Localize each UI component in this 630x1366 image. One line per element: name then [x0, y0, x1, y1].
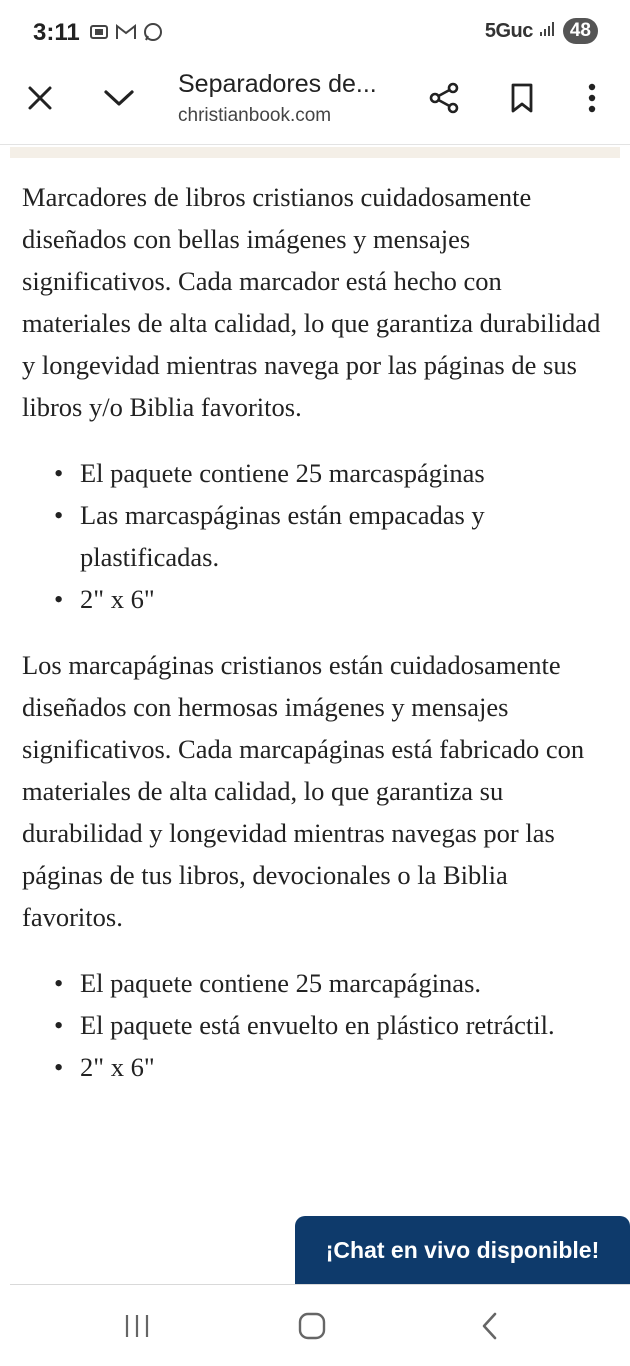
system-nav-bar: [0, 1288, 630, 1366]
live-chat-button[interactable]: ¡Chat en vivo disponible!: [295, 1216, 630, 1284]
status-right: [485, 18, 598, 44]
list-item: • El paquete contiene 25 marcapáginas.: [80, 962, 614, 1004]
page-url: christianbook.com: [178, 105, 332, 126]
close-button[interactable]: [20, 80, 60, 120]
product-description: [22, 176, 614, 1112]
bookmark-icon: [509, 82, 535, 119]
screenshot-icon: [88, 21, 110, 43]
divider: [10, 1284, 630, 1285]
chevron-down-icon: [103, 87, 135, 114]
more-vert-icon: [587, 83, 597, 118]
feature-list-1: [22, 452, 614, 620]
gmail-icon: [114, 21, 138, 43]
home-icon: [297, 1311, 327, 1346]
list-item: • El paquete contiene 25 marcaspáginas: [80, 452, 614, 494]
list-item: • Las marcaspáginas están empacadas y plastificadas.: [80, 494, 614, 578]
recent-apps-icon: [122, 1313, 152, 1344]
content-top-strip: [10, 147, 620, 158]
more-options-button[interactable]: [574, 78, 610, 122]
share-icon: [427, 81, 461, 120]
network-indicator: 5Guc: [484, 19, 533, 42]
battery-indicator: 48: [563, 18, 598, 44]
feature-list-2: [22, 962, 614, 1088]
minimize-button[interactable]: [98, 80, 140, 120]
back-icon: [478, 1311, 502, 1346]
bookmark-button[interactable]: [500, 78, 544, 122]
back-button[interactable]: [470, 1308, 510, 1348]
status-time: 3:11: [33, 19, 80, 46]
share-button[interactable]: [422, 78, 466, 122]
status-notification-icons: [88, 21, 164, 43]
page-title: Separadores de...: [178, 70, 377, 98]
custom-tab-toolbar: [0, 62, 630, 145]
status-bar: [0, 0, 630, 62]
signal-icon: [539, 21, 557, 42]
list-item: • 2" x 6": [80, 578, 614, 620]
recent-apps-button[interactable]: [117, 1308, 157, 1348]
list-item: • El paquete está envuelto en plástico retráctil.: [80, 1004, 614, 1046]
description-paragraph-2: Los marcapáginas cristianos están cuidadosamente diseñados con hermosas imágenes y mensajes significativos. Cada marcapáginas está fabricado con materiales de alta calidad, lo que garantiza su durabilidad y longevidad mientras navegas por las páginas de tus libros, devocionales o la Biblia favoritos.: [22, 650, 585, 932]
whatsapp-icon: [142, 21, 164, 43]
home-button[interactable]: [292, 1308, 332, 1348]
description-paragraph-1: Marcadores de libros cristianos cuidadosamente diseñados con bellas imágenes y mensajes significativos. Cada marcador está hecho con materiales de alta calidad, lo que garantiza durabilidad y longevidad mientras navega por las páginas de sus libros y/o Biblia favoritos.: [22, 182, 601, 422]
page-title-block[interactable]: [178, 70, 408, 127]
close-icon: [26, 84, 54, 117]
list-item: • 2" x 6": [80, 1046, 614, 1088]
